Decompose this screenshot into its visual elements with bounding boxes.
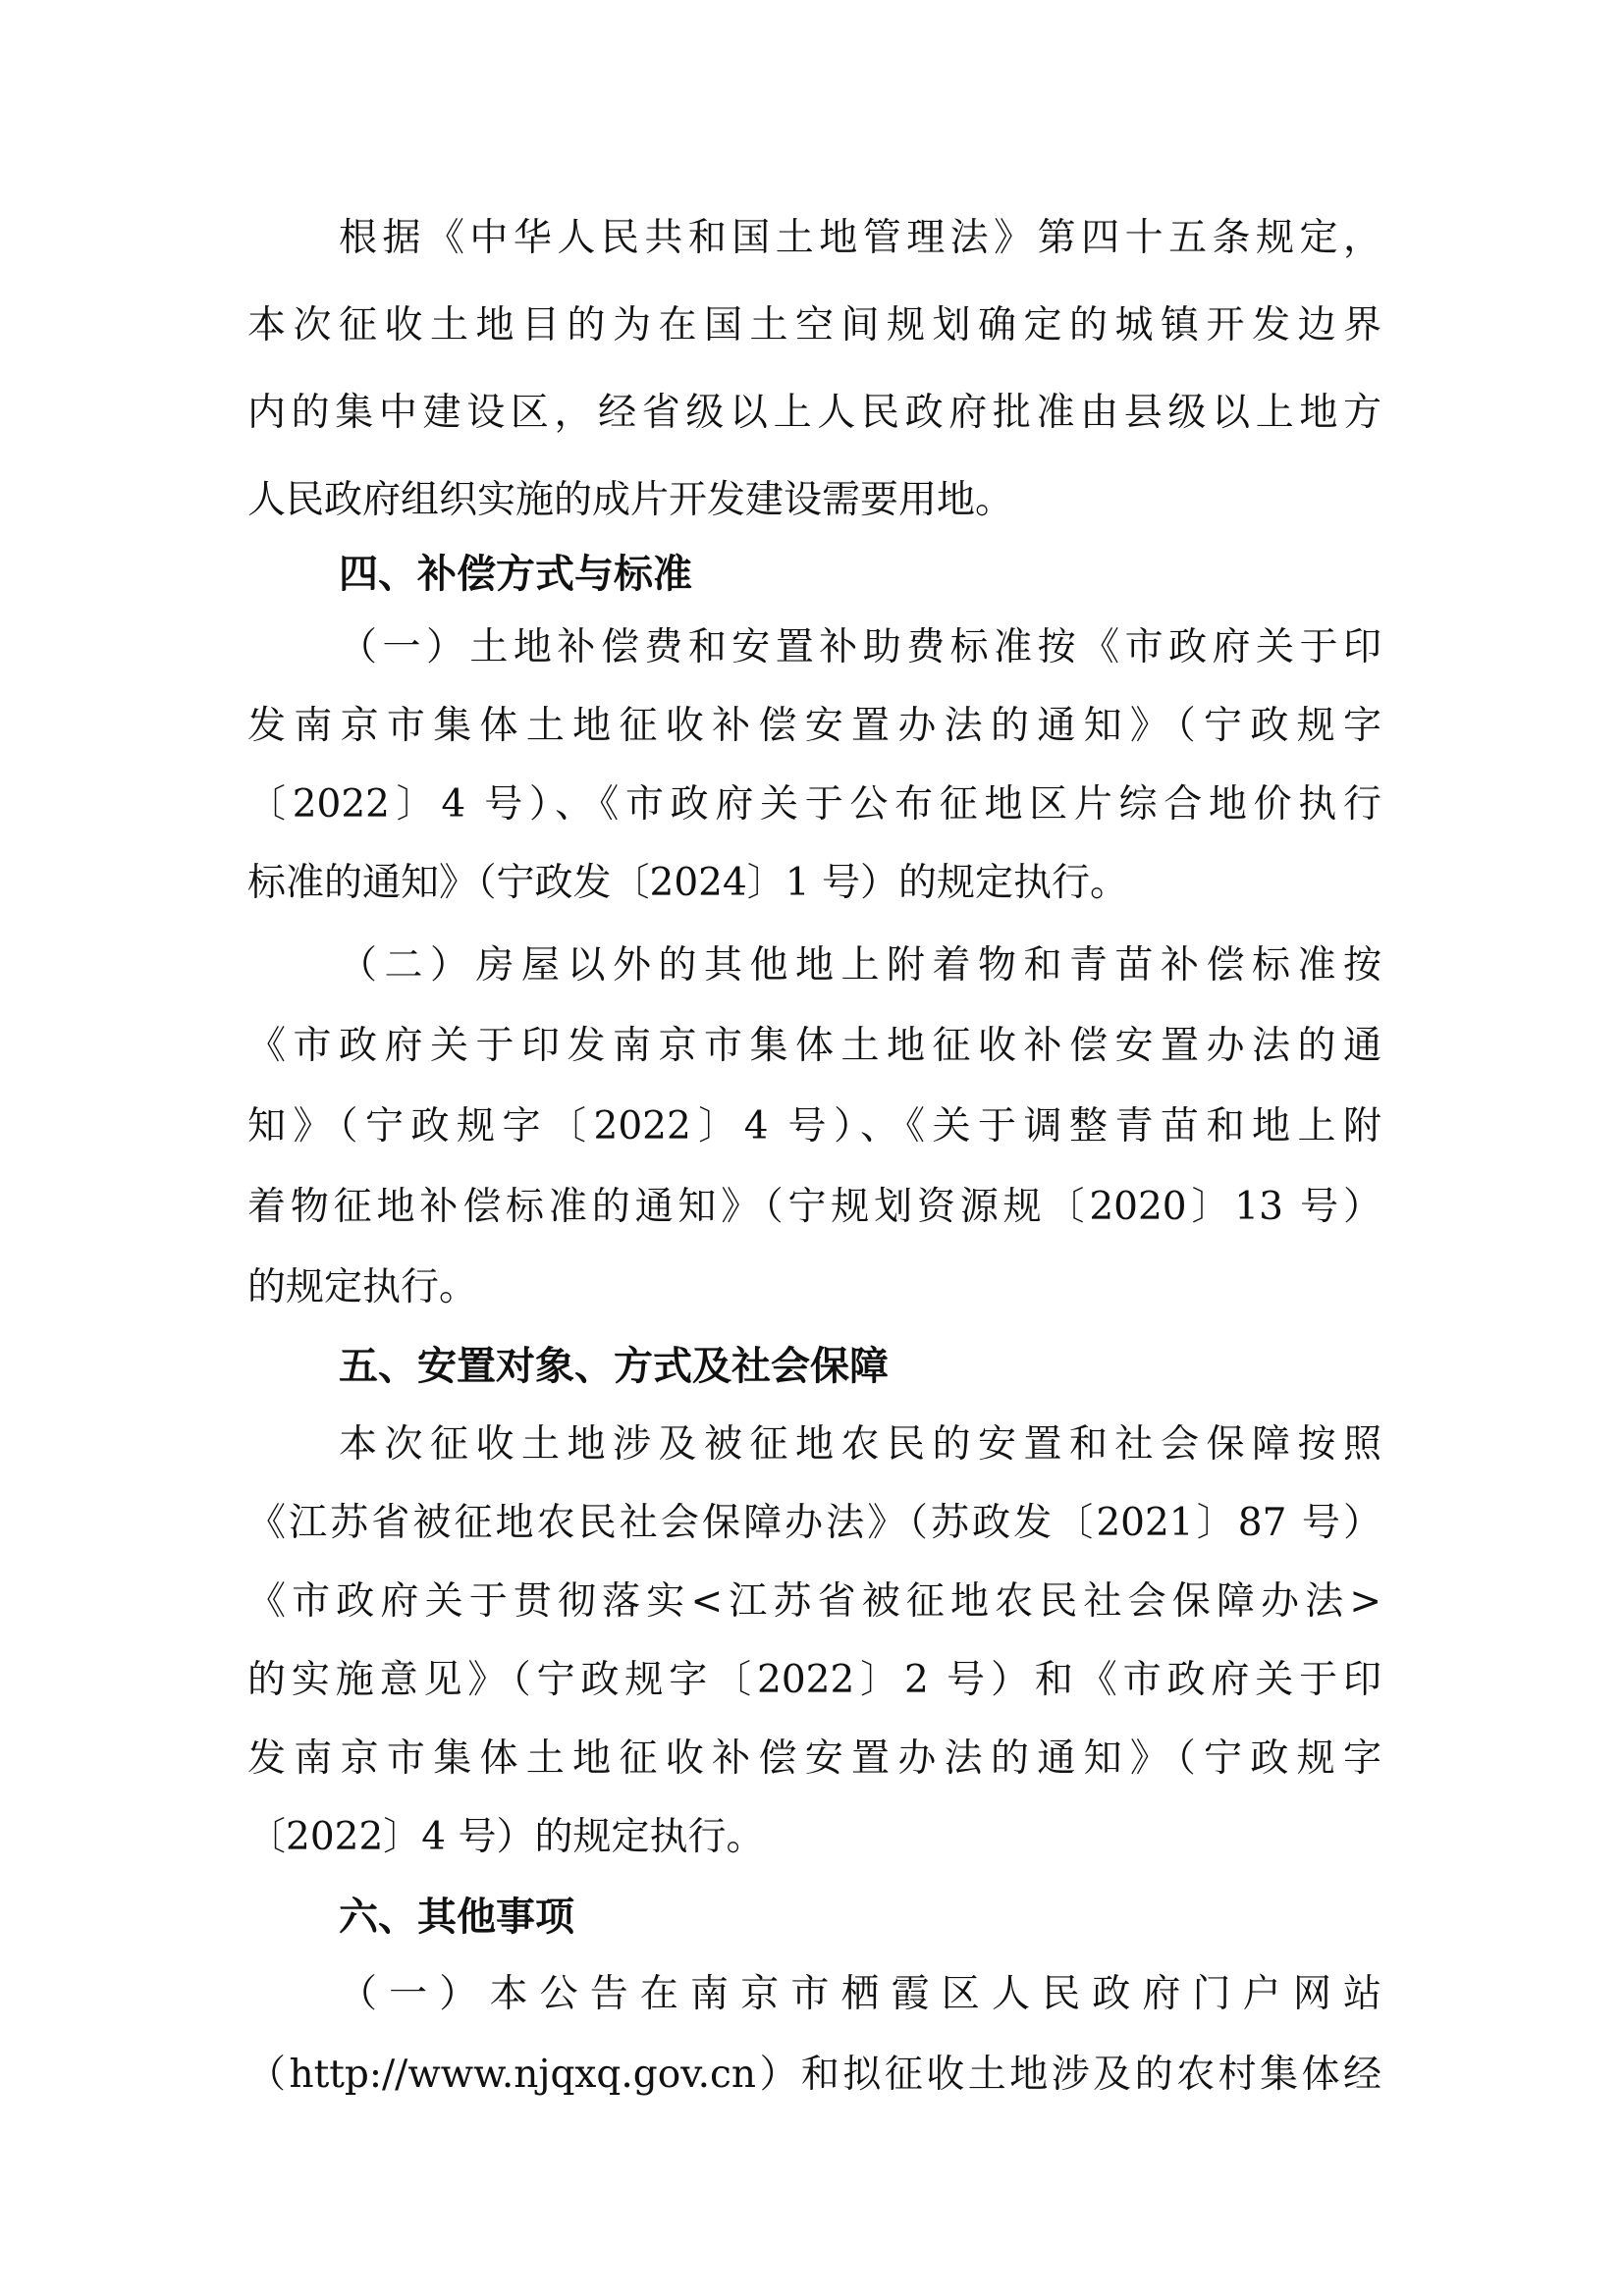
paragraph-line: 本次征收土地目的为在国土空间规划确定的城镇开发边界 bbox=[247, 303, 1381, 347]
section-heading-5: 五、安置对象、方式及社会保障 bbox=[339, 1344, 889, 1389]
paragraph-line: 《市政府关于印发南京市集体土地征收补偿安置办法的通 bbox=[247, 1024, 1381, 1068]
paragraph-line: 发南京市集体土地征收补偿安置办法的通知》（宁政规字 bbox=[247, 1736, 1381, 1781]
paragraph-line: 的实施意见》（宁政规字〔2022〕2 号）和《市政府关于印 bbox=[247, 1658, 1381, 1702]
paragraph-line: 《市政府关于贯彻落实<江苏省被征地农民社会保障办法> bbox=[247, 1579, 1381, 1624]
paragraph-line: 根据《中华人民共和国土地管理法》第四十五条规定， bbox=[339, 216, 1381, 260]
paragraph-line: 的规定执行。 bbox=[247, 1265, 478, 1309]
paragraph-line: 〔2022〕4 号）的规定执行。 bbox=[247, 1815, 765, 1859]
paragraph-line: 发南京市集体土地征收补偿安置办法的通知》（宁政规字 bbox=[247, 704, 1381, 748]
paragraph-line: 人民政府组织实施的成片开发建设需要用地。 bbox=[247, 478, 1014, 522]
paragraph-line: 着物征地补偿标准的通知》（宁规划资源规〔2020〕13 号） bbox=[247, 1185, 1381, 1229]
section-heading-6: 六、其他事项 bbox=[339, 1895, 574, 1940]
paragraph-line: 知》（宁政规字〔2022〕4 号）、《关于调整青苗和地上附 bbox=[247, 1104, 1381, 1148]
paragraph-line: 内的集中建设区，经省级以上人民政府批准由县级以上地方 bbox=[247, 391, 1381, 435]
paragraph-line: （一）本公告在南京市栖霞区人民政府门户网站 bbox=[339, 1972, 1381, 2016]
paragraph-line: 〔2022〕4 号）、《市政府关于公布征地区片综合地价执行 bbox=[247, 782, 1381, 827]
paragraph-line: （二）房屋以外的其他地上附着物和青苗补偿标准按 bbox=[339, 943, 1381, 988]
paragraph-line: （http://www.njqxq.gov.cn）和拟征收土地涉及的农村集体经 bbox=[247, 2053, 1381, 2097]
section-heading-4: 四、补偿方式与标准 bbox=[339, 552, 692, 597]
paragraph-line: （一）土地补偿费和安置补助费标准按《市政府关于印 bbox=[339, 625, 1381, 669]
paragraph-line: 本次征收土地涉及被征地农民的安置和社会保障按照 bbox=[339, 1422, 1381, 1467]
paragraph-line: 标准的通知》（宁政发〔2024〕1 号）的规定执行。 bbox=[247, 861, 1128, 905]
paragraph-line: 《江苏省被征地农民社会保障办法》（苏政发〔2021〕87 号） bbox=[247, 1501, 1381, 1545]
